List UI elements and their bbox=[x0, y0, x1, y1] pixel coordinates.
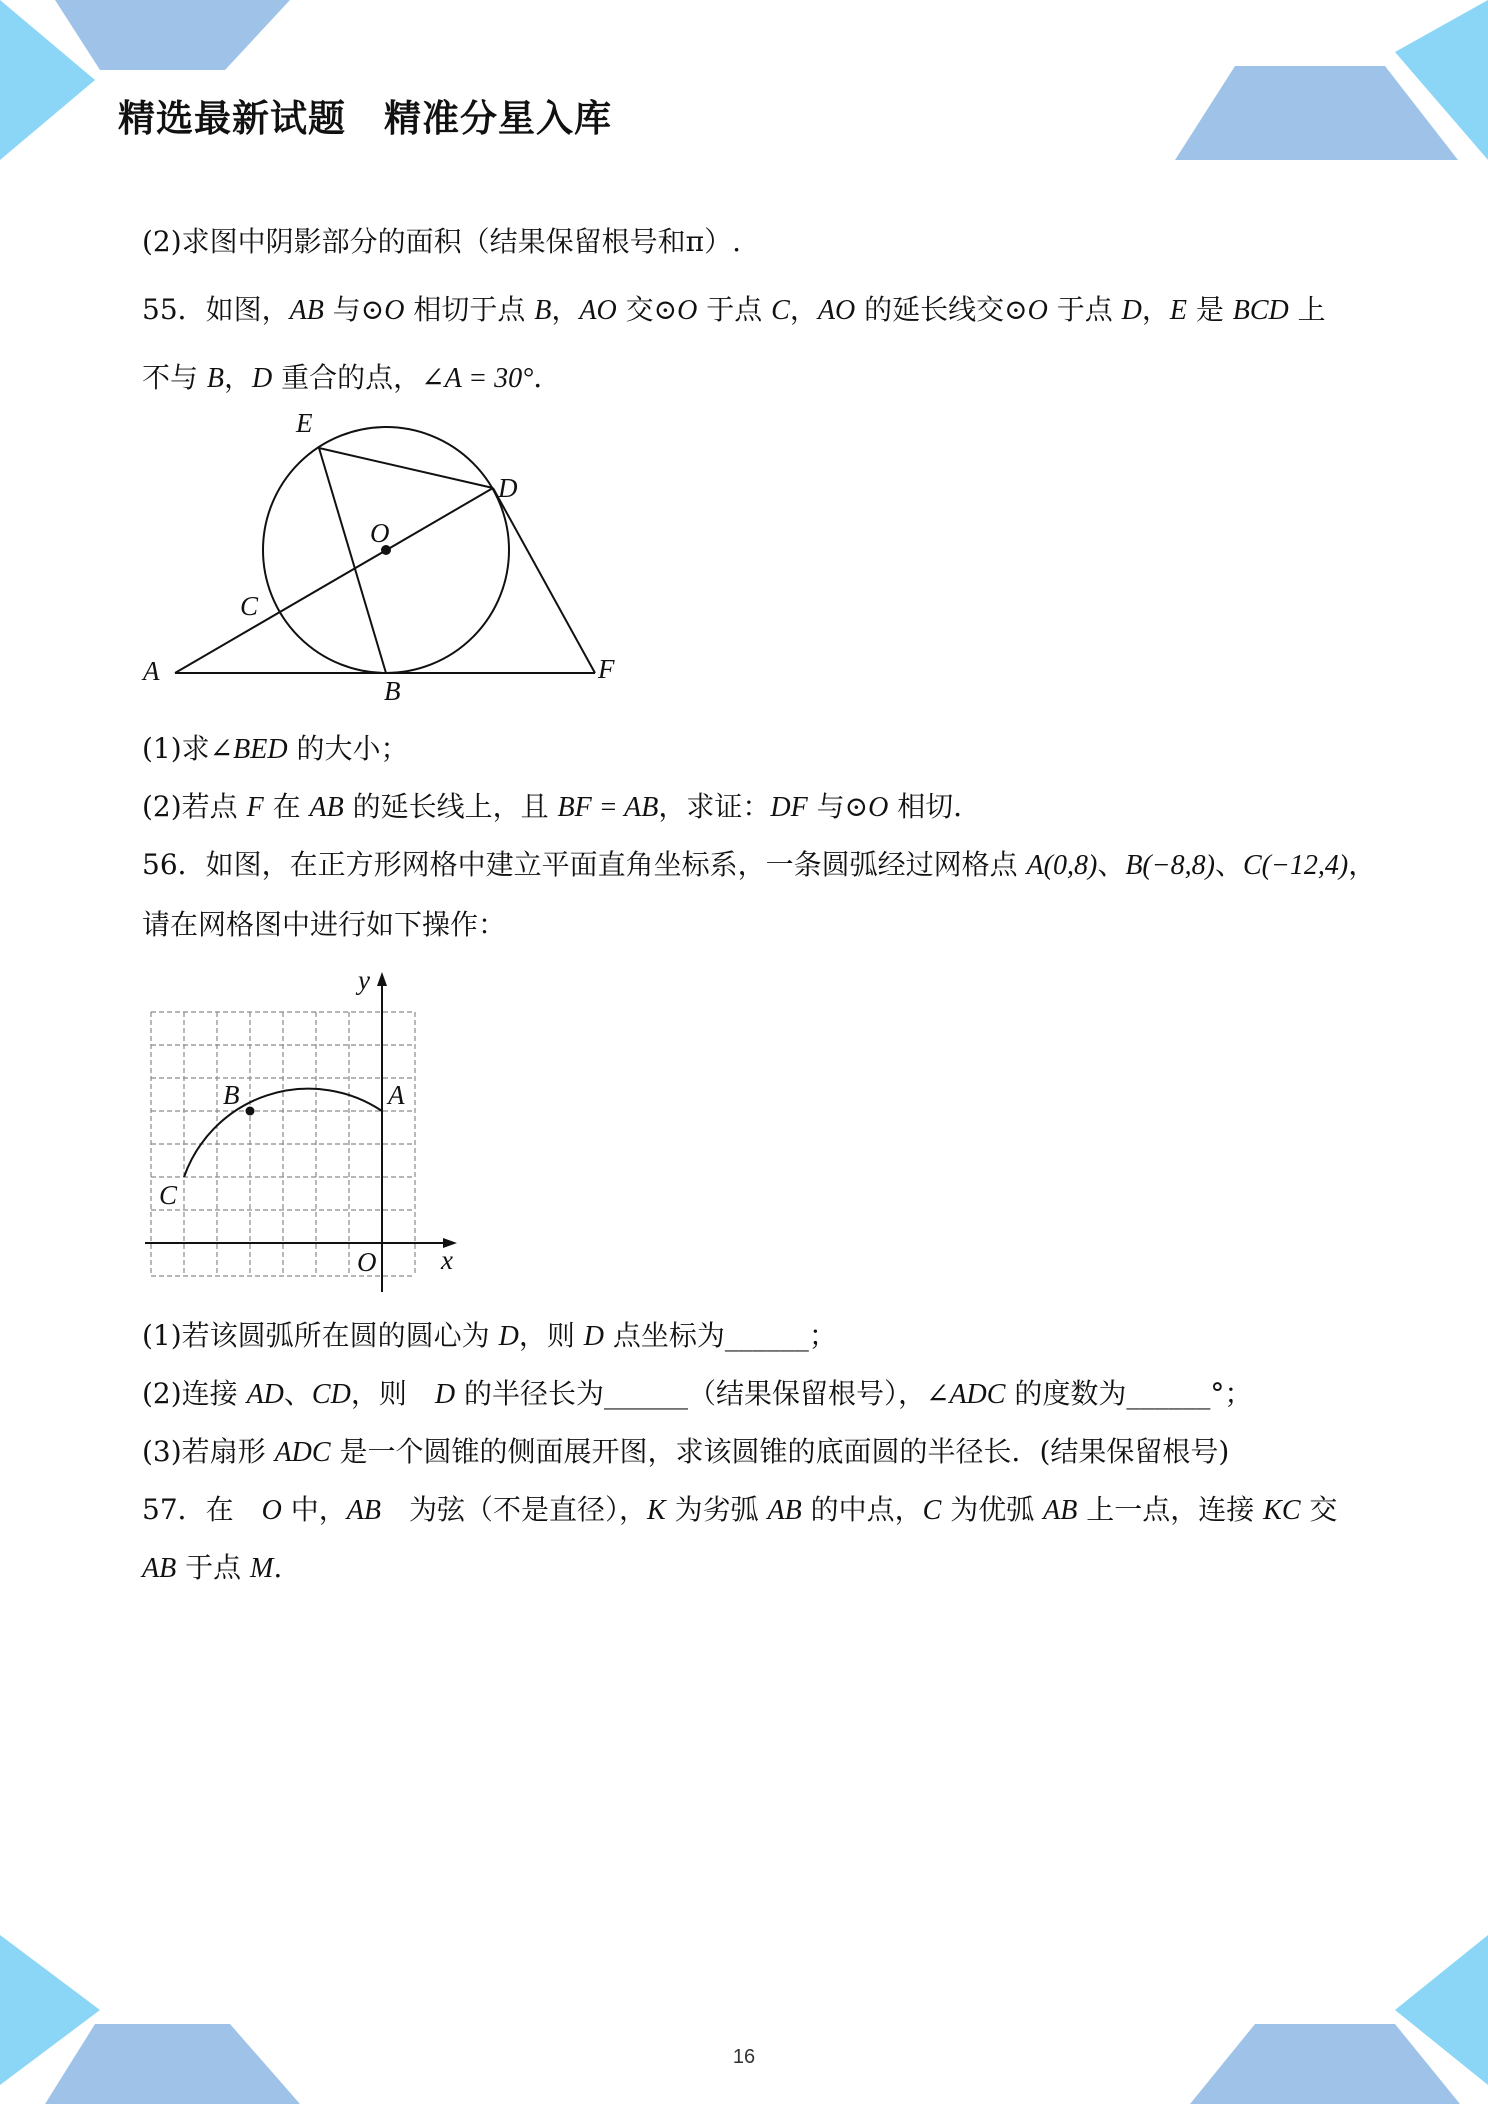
label-a: A bbox=[143, 656, 160, 686]
page-number: 16 bbox=[732, 2046, 756, 2068]
q57-line2: AB 于点 M. bbox=[142, 1551, 283, 1584]
y-axis-arrow bbox=[377, 972, 387, 986]
label-d: D bbox=[498, 473, 518, 503]
corner-trapezoid-top-right bbox=[1175, 66, 1458, 160]
q54-part2: (2)求图中阴影部分的面积（结果保留根号和π）. bbox=[142, 225, 741, 258]
q56-figure bbox=[135, 962, 475, 1302]
header-title: 精选最新试题 精准分星入库 bbox=[118, 97, 612, 140]
label-a: A bbox=[388, 1080, 405, 1110]
q55-line2: 不与 B，D 重合的点，∠A = 30°． bbox=[142, 361, 562, 394]
label-o: O bbox=[357, 1247, 377, 1277]
q56-part1: (1)若该圆弧所在圆的圆心为 D，则 D 点坐标为______； bbox=[142, 1319, 837, 1352]
q55-figure bbox=[135, 410, 635, 710]
label-f: F bbox=[598, 654, 615, 684]
point-b bbox=[246, 1107, 255, 1116]
corner-trapezoid-top-left bbox=[55, 0, 290, 70]
segment-ad bbox=[175, 488, 493, 673]
q56-line2: 请在网格图中进行如下操作： bbox=[142, 908, 507, 941]
label-e: E bbox=[296, 410, 313, 438]
label-x: x bbox=[441, 1245, 453, 1275]
segment-eb bbox=[319, 448, 386, 673]
segment-ed bbox=[319, 448, 493, 488]
q55-part1: (1)求∠BED 的大小； bbox=[142, 732, 409, 765]
segment-df bbox=[493, 488, 595, 673]
q56-part2: (2)连接 AD、CD，则 D 的半径长为______（结果保留根号），∠ADC 的度数为______°； bbox=[142, 1377, 1253, 1410]
q56-line1: 56．如图，在正方形网格中建立平面直角坐标系，一条圆弧经过网格点 A(0,8)、B(−8,8)、C(−12,4)， bbox=[142, 848, 1377, 881]
q56-part3: (3)若扇形 ADC 是一个圆锥的侧面展开图，求该圆锥的底面圆的半径长．(结果保留根号) bbox=[142, 1435, 1230, 1468]
q55-line1: 55．如图，AB 与⊙O 相切于点 B，AO 交⊙O 于点 C，AO 的延长线交⊙O 于点 D，E 是 BCD 上 bbox=[142, 293, 1326, 326]
label-c: C bbox=[240, 591, 259, 621]
label-o: O bbox=[370, 518, 390, 548]
label-c: C bbox=[159, 1180, 178, 1210]
q55-part2: (2)若点 F 在 AB 的延长线上，且 BF = AB，求证：DF 与⊙O 相切． bbox=[142, 790, 982, 823]
label-b: B bbox=[223, 1080, 240, 1110]
grid bbox=[151, 1012, 415, 1276]
label-y: y bbox=[358, 965, 370, 995]
q57-line1: 57．在 O 中，AB 为弦（不是直径），K 为劣弧 AB 的中点，C 为优弧 AB 上一点，连接 KC 交 bbox=[142, 1493, 1338, 1526]
label-b: B bbox=[384, 676, 401, 706]
